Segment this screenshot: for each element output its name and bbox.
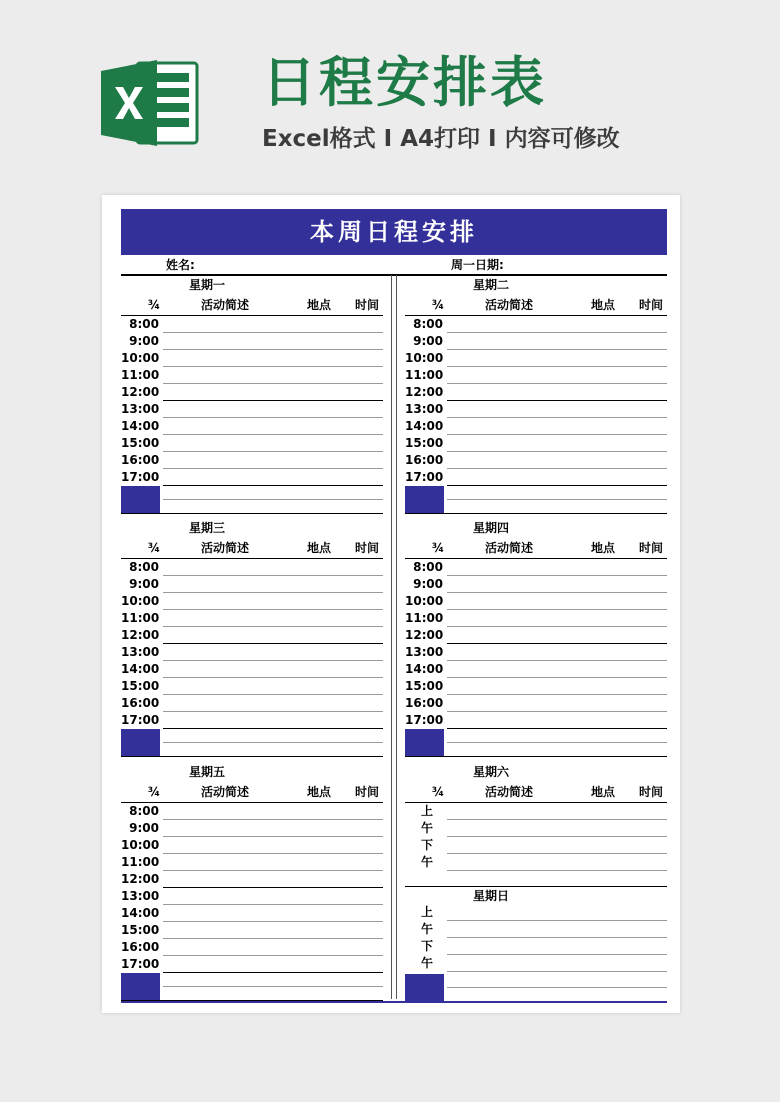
notes-footer[interactable] [121,486,383,514]
time-row[interactable] [121,435,383,452]
day-name: 星期四 [473,521,510,535]
time-row[interactable] [405,644,667,661]
time-row[interactable] [405,333,667,350]
time-label: 9:00 [129,334,159,348]
time-label: 9:00 [129,821,159,835]
time-label: 14:00 [121,662,160,676]
time-row[interactable] [405,661,667,678]
day-name: 星期一 [189,278,226,292]
ampm-row[interactable] [405,837,667,854]
time-label: 16:00 [121,453,160,467]
col-header-activity: 活动简述 [485,298,534,312]
time-label: 13:00 [121,889,160,903]
saturday-sunday-divider [405,886,667,887]
notes-footer[interactable] [405,974,667,1002]
sheet-banner: 本周日程安排 [121,209,667,255]
time-row[interactable] [121,644,383,661]
time-row[interactable] [121,350,383,367]
ampm-row[interactable] [405,938,667,955]
time-label: 17:00 [405,470,444,484]
time-row[interactable] [121,712,383,729]
time-label: 12:00 [121,385,160,399]
footer-color-block [405,729,444,757]
time-label: 15:00 [121,923,160,937]
time-row[interactable] [121,452,383,469]
time-label: 8:00 [129,560,159,574]
time-row[interactable] [121,803,383,820]
col-header-marker: ¾ [431,541,445,555]
time-row[interactable] [405,678,667,695]
col-header-location: 地点 [591,785,616,799]
time-label: 16:00 [405,696,444,710]
col-header-time: 时间 [639,785,664,799]
time-row[interactable] [121,576,383,593]
ampm-char: 下 [421,838,434,852]
col-header-location: 地点 [307,298,332,312]
ampm-char: 上 [421,905,434,919]
time-row[interactable] [405,350,667,367]
time-row[interactable] [121,939,383,956]
time-label: 13:00 [121,402,160,416]
meta-divider [121,274,667,276]
time-label: 14:00 [121,419,160,433]
time-row[interactable] [121,559,383,576]
footer-color-block [405,486,444,514]
col-header-time: 时间 [355,785,380,799]
time-row[interactable] [121,888,383,905]
time-label: 12:00 [405,385,444,399]
time-row[interactable] [121,854,383,871]
time-row[interactable] [405,610,667,627]
time-label: 10:00 [405,594,444,608]
col-header-activity: 活动简述 [201,541,250,555]
time-label: 14:00 [405,662,444,676]
time-row[interactable] [405,559,667,576]
col-header-marker: ¾ [431,298,445,312]
time-row[interactable] [405,576,667,593]
day-name: 星期三 [189,521,226,535]
time-label: 17:00 [121,957,160,971]
time-row[interactable] [121,678,383,695]
column-divider-left [391,275,392,999]
time-label: 16:00 [121,940,160,954]
time-row[interactable] [121,871,383,888]
time-row[interactable] [121,820,383,837]
time-row[interactable] [405,435,667,452]
schedule-sheet [102,195,680,1013]
time-label: 12:00 [121,628,160,642]
col-header-marker: ¾ [147,785,161,799]
time-label: 9:00 [129,577,159,591]
day-name: 星期日 [473,889,510,903]
col-header-activity: 活动简述 [485,541,534,555]
notes-footer[interactable] [121,973,383,1001]
time-label: 17:00 [121,470,160,484]
time-row[interactable] [405,627,667,644]
ampm-row[interactable] [405,955,667,972]
time-label: 11:00 [405,368,444,382]
time-row[interactable] [405,452,667,469]
notes-footer[interactable] [405,486,667,514]
ampm-char: 上 [421,804,434,818]
col-header-location: 地点 [307,541,332,555]
time-label: 14:00 [405,419,444,433]
ampm-row[interactable] [405,904,667,921]
time-row[interactable] [121,384,383,401]
ampm-char: 下 [421,939,434,953]
excel-logo-icon [101,57,199,149]
ampm-char: 午 [421,821,434,835]
time-row[interactable] [405,593,667,610]
col-header-location: 地点 [591,298,616,312]
time-row[interactable] [121,661,383,678]
time-row[interactable] [121,905,383,922]
col-header-time: 时间 [355,298,380,312]
col-header-activity: 活动简述 [201,785,250,799]
ampm-row[interactable] [405,803,667,820]
time-label: 8:00 [129,317,159,331]
ampm-char: 午 [421,922,434,936]
time-label: 11:00 [121,611,160,625]
notes-footer[interactable] [405,729,667,757]
time-row[interactable] [121,418,383,435]
col-header-time: 时间 [355,541,380,555]
time-label: 14:00 [121,906,160,920]
time-label: 16:00 [405,453,444,467]
day-name: 星期六 [473,765,510,779]
time-label: 10:00 [121,594,160,608]
time-row[interactable] [405,401,667,418]
time-label: 13:00 [405,402,444,416]
time-label: 13:00 [405,645,444,659]
time-label: 8:00 [413,317,443,331]
col-header-marker: ¾ [147,298,161,312]
ampm-row[interactable] [405,820,667,837]
time-row[interactable] [405,384,667,401]
time-row[interactable] [121,922,383,939]
time-row[interactable] [121,610,383,627]
name-label: 姓名: [166,258,195,272]
col-header-time: 时间 [639,298,664,312]
ampm-char: 午 [421,956,434,970]
time-label: 12:00 [121,872,160,886]
ampm-char: 午 [421,855,434,869]
time-row[interactable] [121,333,383,350]
footer-color-block [121,973,160,1001]
time-label: 15:00 [405,436,444,450]
time-label: 11:00 [121,855,160,869]
notes-footer[interactable] [121,729,383,757]
col-header-marker: ¾ [431,785,445,799]
column-divider-right [396,275,397,999]
time-label: 13:00 [121,645,160,659]
time-label: 15:00 [121,436,160,450]
page-title: 日程安排表 [262,51,547,114]
footer-color-block [121,729,160,757]
time-label: 11:00 [121,368,160,382]
col-header-activity: 活动简述 [201,298,250,312]
time-row[interactable] [121,837,383,854]
time-row[interactable] [121,593,383,610]
time-row[interactable] [121,367,383,384]
time-label: 15:00 [121,679,160,693]
time-row[interactable] [121,695,383,712]
time-label: 16:00 [121,696,160,710]
monday-date-label: 周一日期: [451,258,504,272]
time-row[interactable] [121,956,383,973]
time-label: 12:00 [405,628,444,642]
time-label: 10:00 [405,351,444,365]
ampm-row[interactable] [405,921,667,938]
col-header-marker: ¾ [147,541,161,555]
time-row[interactable] [405,316,667,333]
time-row[interactable] [405,469,667,486]
time-label: 17:00 [121,713,160,727]
time-row[interactable] [405,712,667,729]
time-row[interactable] [405,367,667,384]
time-row[interactable] [121,627,383,644]
time-label: 9:00 [413,334,443,348]
time-row[interactable] [121,316,383,333]
col-header-activity: 活动简述 [485,785,534,799]
time-label: 17:00 [405,713,444,727]
time-row[interactable] [405,418,667,435]
time-label: 10:00 [121,351,160,365]
col-header-time: 时间 [639,541,664,555]
time-label: 8:00 [129,804,159,818]
col-header-location: 地点 [307,785,332,799]
time-row[interactable] [405,695,667,712]
time-row[interactable] [121,401,383,418]
time-label: 9:00 [413,577,443,591]
ampm-row[interactable] [405,854,667,871]
footer-color-block [405,974,444,1002]
day-name: 星期五 [189,765,226,779]
time-label: 8:00 [413,560,443,574]
page-subtitle: Excel格式 I A4打印 I 内容可修改 [262,126,620,152]
day-name: 星期二 [473,278,510,292]
time-row[interactable] [121,469,383,486]
footer-color-block [121,486,160,514]
col-header-location: 地点 [591,541,616,555]
time-label: 11:00 [405,611,444,625]
time-label: 15:00 [405,679,444,693]
time-label: 10:00 [121,838,160,852]
